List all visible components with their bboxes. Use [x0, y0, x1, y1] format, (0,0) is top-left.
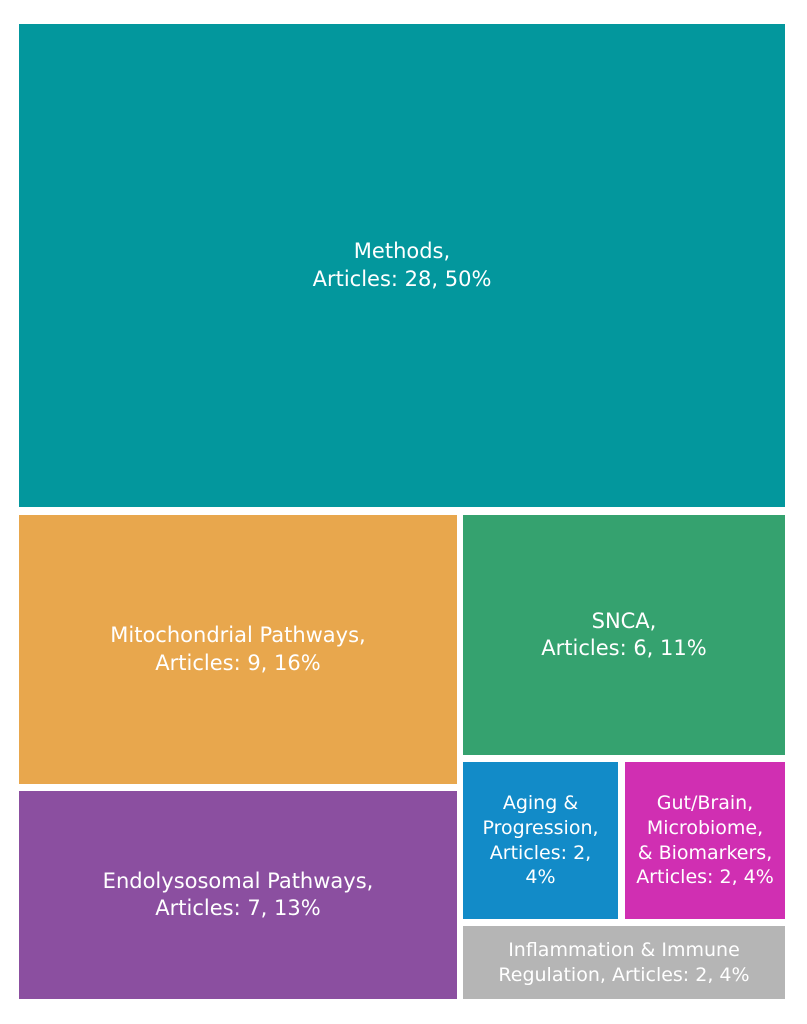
tile-inflammation-immune-regulation-label-line: Inflammation & Immune	[508, 938, 740, 961]
tile-aging-progression-label-line: 4%	[525, 866, 556, 889]
tile-mitochondrial-pathways-label	[104, 622, 371, 677]
tile-endolysosomal-pathways-label-line: Articles: 7, 13%	[155, 896, 321, 920]
tile-aging-progression-label-line: Aging &	[502, 792, 579, 815]
tile-gut-brain-microbiome-biomarkers-label-line: & Biomarkers,	[637, 841, 773, 864]
tile-methods-label-line: Methods,	[353, 239, 451, 264]
tile-inflammation-immune-regulation-label-line: Regulation, Articles: 2, 4%	[498, 963, 750, 986]
tile-gut-brain-microbiome-biomarkers-label-line: Microbiome,	[646, 816, 764, 839]
tile-methods-label-line: Articles: 28, 50%	[312, 266, 492, 291]
tile-gut-brain-microbiome-biomarkers-label	[630, 791, 780, 890]
tile-gut-brain-microbiome-biomarkers	[625, 762, 785, 919]
tile-inflammation-immune-regulation	[463, 926, 785, 999]
tile-endolysosomal-pathways-label	[97, 868, 380, 923]
tile-gut-brain-microbiome-biomarkers-label-line: Articles: 2, 4%	[636, 866, 774, 889]
tile-mitochondrial-pathways	[19, 515, 457, 784]
tile-snca	[463, 515, 785, 755]
tile-snca-label-line: Articles: 6, 11%	[541, 636, 707, 660]
tile-methods-label	[307, 238, 498, 293]
tile-methods	[19, 24, 785, 507]
tile-mitochondrial-pathways-label-line: Mitochondrial Pathways,	[110, 623, 366, 648]
tile-endolysosomal-pathways-label-line: Endolysosomal Pathways,	[102, 868, 374, 893]
tile-aging-progression-label-line: Progression,	[482, 816, 599, 839]
tile-endolysosomal-pathways	[19, 791, 457, 999]
tile-snca-label	[535, 608, 712, 663]
tile-mitochondrial-pathways-label-line: Articles: 9, 16%	[155, 650, 321, 675]
tile-snca-label-line: SNCA,	[591, 608, 657, 633]
tile-gut-brain-microbiome-biomarkers-label-line: Gut/Brain,	[656, 792, 754, 815]
tile-aging-progression	[463, 762, 618, 919]
tile-aging-progression-label	[476, 791, 604, 890]
tile-inflammation-immune-regulation-label	[492, 938, 755, 987]
tile-aging-progression-label-line: Articles: 2,	[489, 841, 592, 864]
